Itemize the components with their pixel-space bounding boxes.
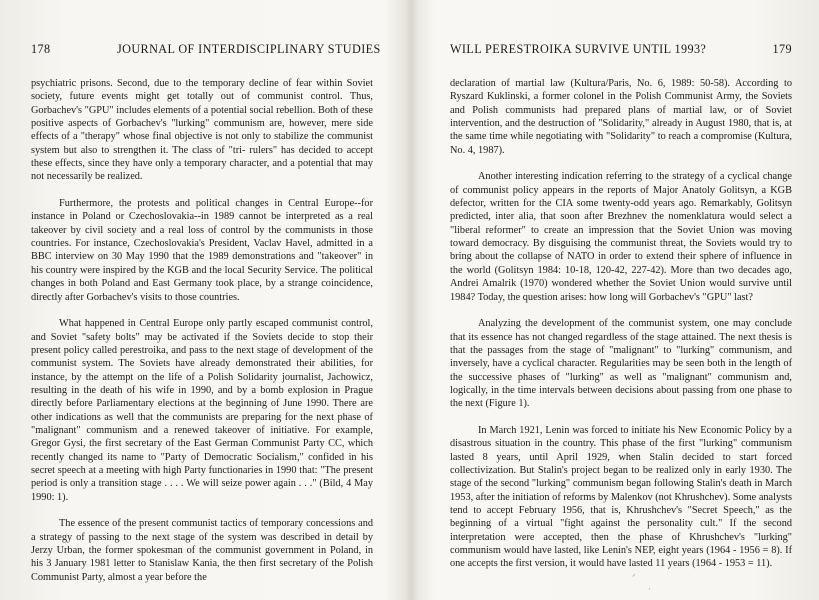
- text-line: death in March 1953, after the initiation of reforms by Malenkov (not: [450, 478, 792, 503]
- right-page: [450, 42, 792, 571]
- right-running-head: [450, 42, 792, 60]
- text-line: stop their present policy called perestroika, and pass to the next stage of: [31, 331, 373, 356]
- text-line: that its essence has not changed regardless of the stage attained. The next: [450, 331, 756, 343]
- right-paragraph-4: [450, 424, 792, 571]
- text-line: of Khrushchev's "lurking" communism would have lasted, like Lenin's NEP,: [450, 531, 792, 557]
- left-paragraph-2: [31, 197, 373, 304]
- text-line: 1980, that is, at the same time while negotiating with "Solidarity" to reach a: [450, 118, 792, 143]
- text-line: 1930. The stage of the second "lurking" communism began following Stalin's: [450, 464, 792, 490]
- text-line: Soviet society, future events might get totally out of communist control.: [31, 78, 373, 103]
- text-line: the first secretary of the East German Communist Party CC, which recently: [31, 438, 373, 463]
- right-body-text: [450, 77, 792, 571]
- text-line: speech at a meeting with high Party functionaries in 1990 that: "The present: [57, 464, 373, 476]
- text-line: Remarkably, Golitsyn predicted, inter alia, that soon after Brezhnev the: [450, 198, 792, 223]
- left-running-head: [31, 42, 381, 60]
- text-line: took place, by a strange coincidence, directly after Gorbachev's visits to: [31, 278, 373, 303]
- text-line: declaration of martial law (Kultura/Paris, No. 6, 1989: 50-58). According to: [450, 78, 792, 89]
- text-line: Golitsyn, a KGB defector, written for the CIA some twenty-odd years ago.: [450, 184, 792, 210]
- text-line: development of the communist system. The Soviets have already: [31, 344, 374, 370]
- left-page-number: 178: [31, 42, 51, 56]
- text-line: in Poland, in his 3 January 1981 letter to Stanislaw Kania, the then first: [31, 545, 373, 570]
- text-line: psychiatric prisons. Second, due to the temporary decline of fear within: [31, 78, 343, 89]
- text-line: (1970) wondered whether the Soviet Union would survive until 1984?: [450, 278, 792, 303]
- text-line: Khrushchev's "Secret Speech," as the beginning of a virtual "fight against the: [450, 505, 792, 530]
- text-line: by a disastrous situation in the country. This phase of the first "lurking": [450, 424, 792, 450]
- text-line: seen both in the length of the successive phases of "lurking" as well as: [450, 358, 792, 383]
- text-line: change of communist policy appears in the reports of Major Anatoly: [450, 171, 792, 196]
- text-line: Furthermore, the protests and political changes in Central Europe--for: [59, 198, 373, 210]
- text-line: about passing from one phase to the next (Figure 1).: [450, 384, 793, 410]
- text-line: demonstrated their abilities, for instance, by the attempt on the life of a: [31, 358, 373, 383]
- text-line: elections at the beginning of June 1990. There are other indications as well: [31, 398, 373, 423]
- text-line: communism lasted 8 years, until April 1929, when Stalin decided to start: [450, 438, 792, 463]
- text-line: period is only a transition stage . . . . We will seize power again . . ." (Bild,: [31, 478, 344, 490]
- text-line: NATO in order to extend their sphere of influence in the world (Golitsyn: [450, 251, 792, 276]
- text-line: that the communists are preparing for the next phase of "malignant": [31, 411, 373, 436]
- left-paragraph-1: [31, 77, 373, 184]
- text-line: Both of these positive aspects of Gorbachev's "lurking" communism are,: [31, 104, 373, 130]
- text-line: communism, and inversely, have a cyclical character. Regularities may be: [450, 344, 792, 370]
- text-line: and "takeover" in his country were inspired by the KGB and the local: [31, 251, 373, 276]
- scan-speck: ᐟ: [632, 572, 636, 582]
- right-paragraph-2: [450, 170, 792, 303]
- text-line: "malignant" communism and, logically, in the time intervals between decisions: [450, 371, 793, 396]
- text-line: Another interesting indication referring to the strategy of a cyclical: [478, 171, 760, 183]
- text-line: character, and a potential that may not necessarily be realized.: [31, 158, 373, 183]
- text-line: control, and Soviet "safety bolts" may be activated if the Soviets decide to: [31, 318, 373, 343]
- left-paragraph-3: [31, 317, 373, 504]
- text-line: Soviet intervention, and the destruction of "Solidarity," already in August: [450, 104, 792, 130]
- text-line: however, mere side effects of a "therapy" whose final objective is not only to: [31, 118, 373, 143]
- text-line: eight years (1964 - 1956 = 8). If one accepts the first version, it would have: [450, 545, 792, 570]
- right-paragraph-3: [450, 317, 792, 410]
- right-article-title: WILL PERESTROIKA SURVIVE UNTIL 1993?: [450, 42, 707, 56]
- text-line: compromise (Kultura, No. 4, 1987).: [450, 131, 792, 156]
- text-line: 1984: 10-18, 120-42, 227-42). More than two decades ago, Andrei Amalrik: [450, 264, 793, 290]
- text-line: the Soviet Union was moving toward democracy. By disguising the: [450, 224, 792, 250]
- text-line: 1990, and by a bomb explosion in Prague directly before Parliamentary: [31, 384, 373, 410]
- text-line: Today, the question arises: how long will Gorbachev's "GPU" last?: [477, 291, 753, 303]
- text-line: instance in Poland or Czechoslovakia--in 1989 cannot be interpreted as a: [31, 211, 353, 223]
- text-line: nomenklatura would select a "liberal reformer" to create an impression that: [450, 211, 793, 236]
- text-line: The essence of the present communist tactics of temporary concessions: [59, 518, 356, 530]
- text-line: Khrushchev). Some analysts tend to accept February 1956, that is,: [450, 491, 792, 516]
- text-line: In March 1921, Lenin was forced to initiate his New Economic Policy: [478, 424, 772, 436]
- book-gutter: [405, 0, 419, 600]
- text-line: Security Service. The political changes in both Poland and East Germany: [31, 264, 373, 290]
- text-line: and a strategy of passing to the next stage of the system was described in: [31, 518, 374, 543]
- text-line: changed its name to "Party of Democratic Socialism," confided in his secret: [31, 451, 373, 476]
- text-line: secretary of the Polish Communist Party, almost a year before the: [31, 558, 374, 583]
- left-paragraph-4: [31, 517, 373, 584]
- text-line: communist threat, the Soviets would try to bring about the collapse of: [450, 238, 792, 263]
- text-line: Soviets and Polish communists had prepared plans of martial law, or of: [450, 91, 793, 116]
- text-line: 4 May 1990: 1).: [31, 478, 374, 503]
- text-line: forced collectivization. But Stalin's project began to be realized only in early: [450, 451, 792, 476]
- right-paragraph-1: [450, 77, 792, 157]
- text-line: those countries.: [174, 291, 240, 303]
- text-line: Thus, Gorbachev's "GPU" includes elements of a potential social rebellion.: [31, 91, 373, 116]
- text-line: thesis is that the passages from the stage of "malignant" to "lurking": [450, 331, 792, 356]
- text-line: communism and a renewed takeover of initiative. For example, Gregor Gysi,: [31, 424, 373, 450]
- text-line: admitted in a BBC interview on 30 May 1990 that the 1989 demonstrations: [31, 238, 373, 263]
- left-page: [31, 42, 381, 584]
- text-line: detail by Jerzy Urban, the former spokesman of the communist government: [31, 531, 373, 557]
- text-line: What happened in Central Europe only partly escaped communist: [59, 318, 338, 330]
- text-line: Ryszard Kuklinski, a former colonel in the Polish Communist Army, the: [450, 91, 759, 103]
- text-line: rulers" has decided to accept these effects, since they have only a temporary: [31, 144, 373, 170]
- text-line: lasted 11 years (1964 - 1953 = 11).: [628, 558, 773, 570]
- text-line: real takeover by civil society and a real loss of control by the communists in: [31, 211, 373, 236]
- text-line: stabilize the communist system but also to strengthen it. The class of "tri-: [31, 131, 373, 156]
- right-page-number: 179: [772, 42, 792, 56]
- left-body-text: [31, 77, 373, 584]
- text-line: Analyzing the development of the communist system, one may conclude: [478, 318, 792, 330]
- scan-speck: ·: [648, 584, 651, 594]
- left-journal-title: JOURNAL OF INTERDISCIPLINARY STUDIES: [117, 42, 381, 56]
- text-line: those countries. For instance, Czechoslovakia's President, Vaclav Havel,: [31, 224, 373, 250]
- text-line: personality cult." If the second interpretation were accepted, then the phase: [450, 518, 792, 543]
- text-line: Polish Solidarity journalist, Jachowicz, resulting in the death of his wife in: [31, 371, 373, 396]
